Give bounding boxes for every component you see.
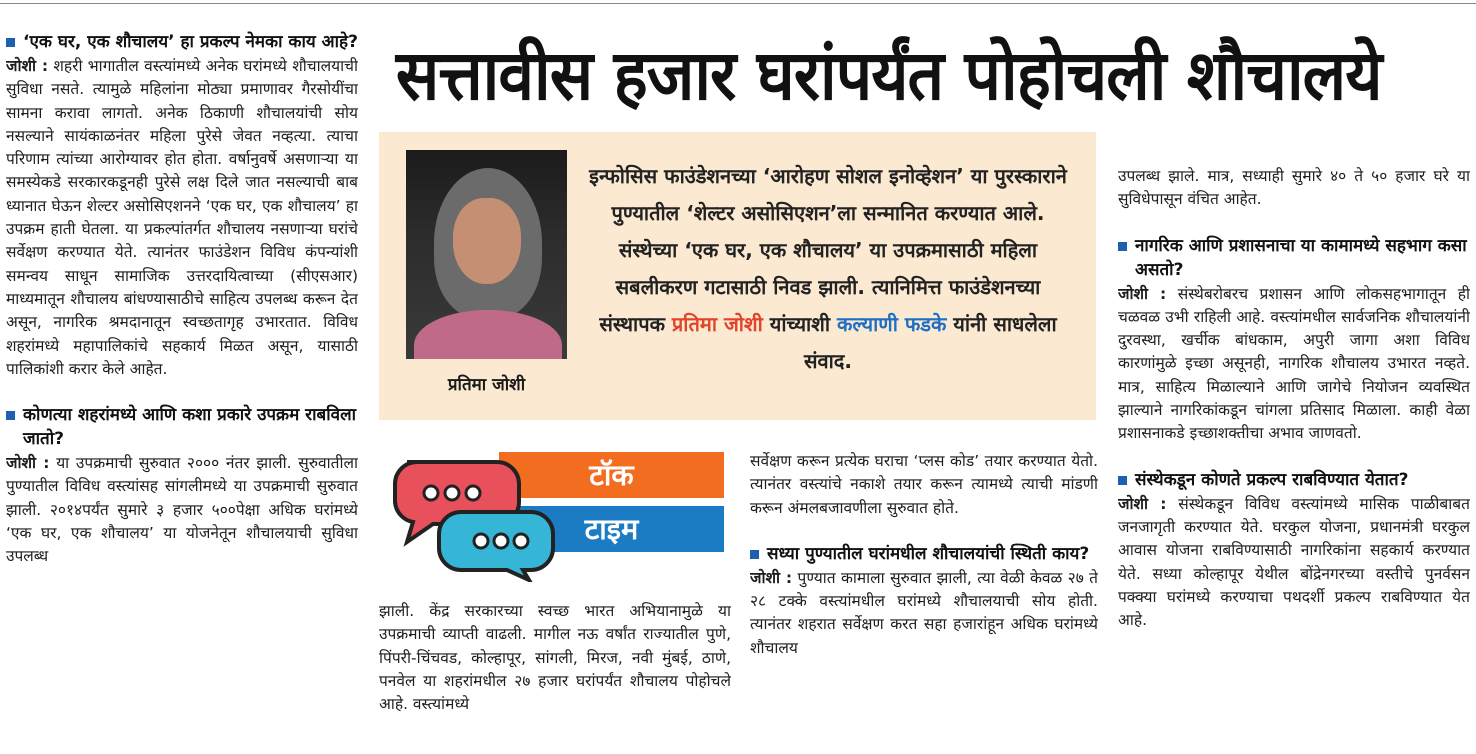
column-left	[6, 30, 358, 754]
question-heading	[6, 403, 358, 451]
question-text: सध्या पुण्यातील घरांमधील शौचालयांची स्थिती काय?	[767, 543, 1090, 564]
square-bullet-icon	[1118, 476, 1127, 485]
photo-caption: प्रतिमा जोशी	[447, 375, 526, 395]
body-paragraph: झाली. केंद्र सरकारच्या स्वच्छ भारत अभियानामुळे या उपक्रमाची व्याप्ती वाढली. मागील नऊ वर्षांत राज्यातील पुणे, पिंपरी-चिंचवड, कोल्हापूर, सांगली, मिरज, नवी मुंबई, ठाणे, पनवेल या शहरांमधील २७ हजार घरांपर्यंत शौचालय पोहोचले आहे. वस्त्यांमध्ये	[379, 602, 731, 714]
interviewer-name: कल्याणी फडके	[836, 312, 947, 336]
question-text: कोणत्या शहरांमध्ये आणि कशा प्रकारे उपक्रम राबविला जातो?	[23, 405, 357, 450]
body-paragraph: उपलब्ध झाले. मात्र, सध्याही सुमारे ४० ते ५० हजार घरे या सुविधेपासून वंचित आहेत.	[1118, 167, 1470, 209]
speaker-label: जोशी :	[6, 454, 50, 473]
answer-text: पुण्यात कामाला सुरुवात झाली, त्या वेळी केवळ २७ ते २८ टक्के वस्त्यांमधील घरांमध्ये शौचालयाची सोय होती. त्यानंतर शहरात सर्वेक्षण करत सहा हजारांहून अधिक घरांमध्ये शौचालय	[750, 568, 1098, 657]
question-heading	[750, 542, 1098, 566]
answer-text: संस्थेबरोबरच प्रशासन आणि लोकसहभागातून ही चळवळ उभी राहिली आहे. वस्त्यांमधील सार्वजनिक शौचालयांनी दुरवस्था, खर्चीक बांधकाम, अपुरी जागा अशा विविध कारणांमुळे इच्छा असूनही, नागरिक शौचालय उभारत नव्हते. मात्र, साहित्य मिळाल्याने आणि जागेचे नियोजन व्यवस्थित झाल्याने नागरिकांकडून चांगला प्रतिसाद मिळाला. काही वेळा प्रशासनाकडे इच्छाशक्तीचा अभाव जाणवतो.	[1118, 284, 1470, 443]
answer-paragraph	[750, 567, 1098, 660]
column-center-2	[750, 450, 1098, 754]
answer-paragraph	[1118, 283, 1470, 446]
answer-text: या उपक्रमाची सुरुवात २००० नंतर झाली. सुरुवातीला पुण्यातील विविध वस्त्यांसह सांगलीमध्ये या उपक्रमाची सुरुवात झाली. २०१४पर्यंत सुमारे ३ हजार ५००पेक्षा अधिक घरांमध्ये ‘एक घर, एक शौचालय’ या योजनेतून शौचालयाची सुविधा उपलब्ध	[6, 454, 358, 566]
intro-part: इन्फोसिस फाउंडेशनच्या ‘आरोहण सोशल इनोव्हेशन’ या पुरस्काराने पुण्यातील ‘शेल्टर असोसिएशन’ला सन्मानित करण्यात आले. संस्थेच्या ‘एक घर, एक शौचालय’ या उपक्रमासाठी महिला सबलीकरण गटासाठी निवड झाली. त्यानिमित्त फाउंडेशनच्या संस्थापक	[589, 164, 1067, 336]
question-text: ‘एक घर, एक शौचालय’ हा प्रकल्प नेमका काय आहे?	[23, 32, 358, 52]
answer-text: संस्थेकडून विविध वस्त्यांमध्ये मासिक पाळीबाबत जनजागृती करण्यात येते. घरकुल योजना, प्रधानमंत्री घरकुल आवास योजना राबविण्यासाठी नागरिकांना सहकार्य करण्यात येते. सध्या कोल्हापूर येथील बोंद्रेनगरच्या वस्तीचे पुनर्वसन पक्क्या घरांमध्ये करण्याचा पथदर्शी प्रकल्प राबविण्यात येत आहे.	[1118, 494, 1470, 630]
column-center-1	[379, 600, 731, 754]
portrait-photo	[406, 150, 567, 359]
speaker-label: जोशी :	[750, 568, 793, 587]
square-bullet-icon	[1118, 242, 1127, 251]
question-heading	[1118, 468, 1470, 492]
question-heading	[6, 30, 358, 54]
intro-text	[587, 158, 1069, 380]
speaker-label: जोशी :	[6, 57, 49, 75]
question-text: संस्थेकडून कोणते प्रकल्प राबविण्यात येतात?	[1135, 469, 1409, 490]
top-rule	[0, 3, 1476, 4]
talk-time-logo	[379, 442, 725, 582]
question-heading	[1118, 234, 1470, 282]
intro-part: यांनी साधलेला संवाद.	[803, 312, 1057, 373]
square-bullet-icon	[750, 550, 759, 559]
square-bullet-icon	[6, 38, 15, 47]
intro-box	[379, 132, 1096, 420]
founder-name: प्रतिमा जोशी	[671, 312, 763, 336]
speaker-label: जोशी :	[1118, 494, 1167, 513]
talk-band: टॉक	[499, 452, 724, 498]
body-paragraph: सर्वेक्षण करून प्रत्येक घराचा ‘प्लस कोड’ तयार करण्यात येतो. त्यानंतर वस्त्यांचे नकाशे तयार करून त्यामध्ये त्याची मांडणी करून अंमलबजावणीला सुरुवात होते.	[750, 452, 1098, 517]
answer-text: शहरी भागातील वस्त्यांमध्ये अनेक घरांमध्ये शौचालयाची सुविधा नसते. त्यामुळे महिलांना मोठ्या प्रमाणावर गैरसोयींचा सामना करावा लागतो. अनेक ठिकाणी शौचालयांची सोय नसल्याने सायंकाळनंतर महिला पुरेसे जेवत नव्हत्या. त्याचा परिणाम त्यांच्या आरोग्यावर होत होता. वर्षानुवर्षे असणाऱ्या या समस्येकडे सरकारकडूनही पुरेसे लक्ष दिले जात नसल्याची बाब ध्यानात घेऊन शेल्टर असोसिएशनने ‘एक घर, एक शौचालय’ हा उपक्रम हाती घेतला. या प्रकल्पांतर्गत शौचालय नसणाऱ्या घरांचे सर्वेक्षण करण्यात येते. त्यानंतर फाउंडेशन विविध कंपन्यांशी समन्वय साधून सामाजिक उत्तरदायित्वाच्या (सीएसआर) माध्यमातून शौचालय बांधण्यासाठीचे साहित्य उपलब्ध करून देत असून, नागरिक श्रमदानातून स्वच्छतागृह उभारतात. विविध शहरांमध्ये महापालिकांचे सहकार्य मिळत असून, यासाठी पालिकांशी करार केले आहेत.	[6, 57, 358, 378]
column-right	[1118, 165, 1470, 754]
headline: सत्तावीस हजार घरांपर्यंत पोहोचली शौचालये	[395, 36, 1382, 116]
answer-paragraph	[1118, 493, 1470, 633]
speech-bubbles-icon	[379, 442, 579, 582]
intro-part: यांच्याशी	[762, 312, 837, 336]
square-bullet-icon	[6, 411, 15, 420]
answer-paragraph	[6, 452, 358, 568]
time-band: टाइम	[499, 506, 724, 552]
speaker-label: जोशी :	[1118, 284, 1167, 303]
question-text: नागरिक आणि प्रशासनाचा या कामामध्ये सहभाग कसा असतो?	[1135, 235, 1467, 280]
answer-paragraph	[6, 55, 358, 381]
